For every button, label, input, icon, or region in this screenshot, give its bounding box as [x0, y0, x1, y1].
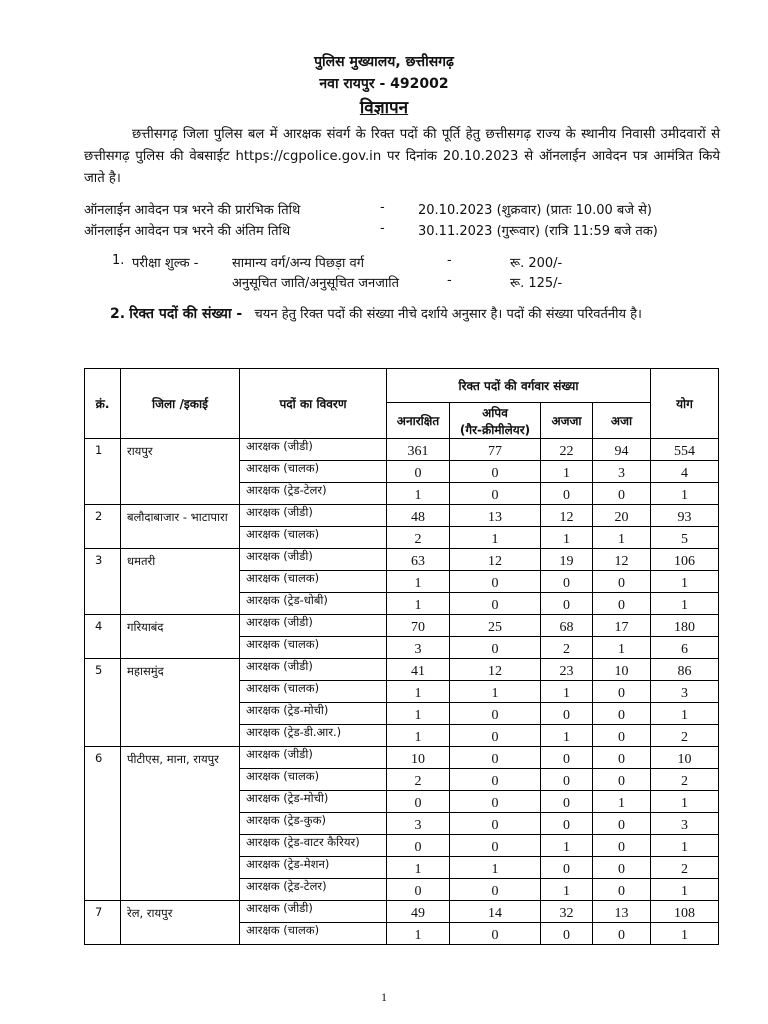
obc-header-line1: अपिव [482, 405, 508, 420]
page-title: विज्ञापन [359, 98, 409, 118]
total-cell: 1 [651, 571, 719, 593]
sc-cell: 0 [593, 769, 651, 791]
st-cell: 0 [541, 857, 593, 879]
total-cell: 180 [651, 615, 719, 637]
post-cell: आरक्षक (जीडी) [240, 549, 387, 571]
vacancy-table-body [85, 439, 719, 945]
post-cell: आरक्षक (जीडी) [240, 901, 387, 923]
unreserved-cell: 1 [387, 703, 450, 725]
obc-cell: 0 [450, 593, 541, 615]
vacancy-table [84, 368, 719, 945]
start-date-value: 20.10.2023 (शुक्रवार) (प्रातः 10.00 बजे से) [418, 203, 652, 218]
unreserved-cell: 70 [387, 615, 450, 637]
post-cell: आरक्षक (चालक) [240, 571, 387, 593]
total-cell: 1 [651, 879, 719, 901]
unreserved-cell: 0 [387, 835, 450, 857]
obc-cell: 0 [450, 461, 541, 483]
st-cell: 1 [541, 681, 593, 703]
st-cell: 0 [541, 791, 593, 813]
intro-paragraph [84, 124, 720, 190]
total-cell: 2 [651, 769, 719, 791]
post-cell: आरक्षक (ट्रेड-टेलर) [240, 879, 387, 901]
st-cell: 1 [541, 461, 593, 483]
fee-category-general: सामान्य वर्ग/अन्य पिछड़ा वर्ग [232, 256, 365, 271]
section2-heading: रिक्त पदों की संख्या - [129, 306, 243, 322]
sc-cell: 20 [593, 505, 651, 527]
obc-cell: 0 [450, 725, 541, 747]
total-cell: 1 [651, 835, 719, 857]
table-row [85, 901, 719, 923]
st-cell: 23 [541, 659, 593, 681]
st-cell: 0 [541, 813, 593, 835]
sc-cell: 3 [593, 461, 651, 483]
st-cell: 0 [541, 593, 593, 615]
serial-number-cell: 4 [85, 615, 121, 659]
obc-cell: 0 [450, 703, 541, 725]
total-cell: 6 [651, 637, 719, 659]
district-cell: बलौदाबाजार - भाटापारा [121, 505, 240, 549]
st-cell: 68 [541, 615, 593, 637]
obc-cell: 1 [450, 527, 541, 549]
serial-number-cell: 7 [85, 901, 121, 945]
post-cell: आरक्षक (चालक) [240, 527, 387, 549]
start-date-label: ऑनलाईन आवेदन पत्र भरने की प्रारंभिक तिथि [84, 203, 301, 218]
obc-cell: 0 [450, 835, 541, 857]
st-cell: 1 [541, 879, 593, 901]
table-row [85, 615, 719, 637]
table-row [85, 505, 719, 527]
sc-cell: 0 [593, 747, 651, 769]
total-cell: 554 [651, 439, 719, 461]
post-cell: आरक्षक (जीडी) [240, 747, 387, 769]
st-cell: 0 [541, 483, 593, 505]
post-cell: आरक्षक (ट्रेड-कुक) [240, 813, 387, 835]
table-row [85, 659, 719, 681]
total-cell: 3 [651, 681, 719, 703]
col-unreserved-header: अनारक्षित [387, 403, 450, 439]
serial-number-cell: 1 [85, 439, 121, 505]
st-cell: 1 [541, 527, 593, 549]
unreserved-cell: 1 [387, 923, 450, 945]
unreserved-cell: 3 [387, 637, 450, 659]
obc-cell: 0 [450, 571, 541, 593]
sc-cell: 1 [593, 527, 651, 549]
obc-cell: 14 [450, 901, 541, 923]
obc-cell: 1 [450, 857, 541, 879]
sc-cell: 0 [593, 857, 651, 879]
post-cell: आरक्षक (ट्रेड-टेलर) [240, 483, 387, 505]
sc-cell: 0 [593, 681, 651, 703]
total-cell: 1 [651, 923, 719, 945]
unreserved-cell: 0 [387, 461, 450, 483]
st-cell: 0 [541, 747, 593, 769]
header-address: नवा रायपुर - 492002 [319, 76, 449, 92]
post-cell: आरक्षक (ट्रेड-वाटर कैरियर) [240, 835, 387, 857]
col-district-header: जिला /इकाई [121, 369, 240, 439]
st-cell: 12 [541, 505, 593, 527]
unreserved-cell: 2 [387, 527, 450, 549]
fee-amount-general: रू. 200/- [510, 256, 563, 271]
unreserved-cell: 1 [387, 571, 450, 593]
total-cell: 3 [651, 813, 719, 835]
fee-dash-general: - [447, 253, 452, 268]
obc-cell: 0 [450, 791, 541, 813]
obc-cell: 13 [450, 505, 541, 527]
serial-number-cell: 5 [85, 659, 121, 747]
post-cell: आरक्षक (चालक) [240, 637, 387, 659]
post-cell: आरक्षक (ट्रेड-धोबी) [240, 593, 387, 615]
unreserved-cell: 10 [387, 747, 450, 769]
total-cell: 1 [651, 483, 719, 505]
section-vacancies [110, 303, 722, 326]
col-total-header: योग [651, 369, 719, 439]
col-post-header: पदों का विवरण [240, 369, 387, 439]
obc-cell: 1 [450, 681, 541, 703]
serial-number-cell: 6 [85, 747, 121, 901]
sc-cell: 0 [593, 835, 651, 857]
unreserved-cell: 3 [387, 813, 450, 835]
total-cell: 1 [651, 593, 719, 615]
total-cell: 86 [651, 659, 719, 681]
serial-number-cell: 2 [85, 505, 121, 549]
district-cell: रेल, रायपुर [121, 901, 240, 945]
district-cell: पीटीएस, माना, रायपुर [121, 747, 240, 901]
total-cell: 106 [651, 549, 719, 571]
unreserved-cell: 1 [387, 483, 450, 505]
unreserved-cell: 41 [387, 659, 450, 681]
sc-cell: 0 [593, 703, 651, 725]
sc-cell: 0 [593, 593, 651, 615]
sc-cell: 94 [593, 439, 651, 461]
obc-cell: 12 [450, 659, 541, 681]
sc-cell: 17 [593, 615, 651, 637]
obc-cell: 0 [450, 637, 541, 659]
sc-cell: 10 [593, 659, 651, 681]
post-cell: आरक्षक (जीडी) [240, 615, 387, 637]
col-obc-header [450, 403, 541, 439]
post-cell: आरक्षक (चालक) [240, 461, 387, 483]
district-cell: धमतरी [121, 549, 240, 615]
fee-category-sc-st: अनुसूचित जाति/अनुसूचित जनजाति [232, 276, 400, 291]
obc-cell: 77 [450, 439, 541, 461]
post-cell: आरक्षक (जीडी) [240, 659, 387, 681]
post-cell: आरक्षक (जीडी) [240, 505, 387, 527]
st-cell: 32 [541, 901, 593, 923]
unreserved-cell: 1 [387, 681, 450, 703]
obc-cell: 25 [450, 615, 541, 637]
sc-cell: 0 [593, 483, 651, 505]
obc-cell: 0 [450, 769, 541, 791]
end-date-value: 30.11.2023 (गुरूवार) (रात्रि 11:59 बजे तक) [418, 224, 658, 239]
obc-cell: 0 [450, 747, 541, 769]
col-st-header: अजजा [541, 403, 593, 439]
end-date-label: ऑनलाईन आवेदन पत्र भरने की अंतिम तिथि [84, 224, 291, 239]
table-row [85, 549, 719, 571]
serial-number-cell: 3 [85, 549, 121, 615]
sc-cell: 1 [593, 637, 651, 659]
sc-cell: 0 [593, 725, 651, 747]
obc-cell: 0 [450, 923, 541, 945]
total-cell: 2 [651, 857, 719, 879]
st-cell: 0 [541, 769, 593, 791]
unreserved-cell: 361 [387, 439, 450, 461]
unreserved-cell: 1 [387, 725, 450, 747]
sc-cell: 13 [593, 901, 651, 923]
post-cell: आरक्षक (चालक) [240, 681, 387, 703]
st-cell: 19 [541, 549, 593, 571]
total-cell: 4 [651, 461, 719, 483]
total-cell: 93 [651, 505, 719, 527]
unreserved-cell: 2 [387, 769, 450, 791]
fee-amount-sc-st: रू. 125/- [510, 276, 563, 291]
total-cell: 108 [651, 901, 719, 923]
total-cell: 5 [651, 527, 719, 549]
fee-number: 1. [112, 253, 125, 268]
section2-text: चयन हेतु रिक्त पदों की संख्या नीचे दर्शाये अनुसार है। पदों की संख्या परिवर्तनीय है। [254, 307, 642, 322]
unreserved-cell: 1 [387, 857, 450, 879]
start-date-dash: - [380, 200, 385, 215]
total-cell: 1 [651, 703, 719, 725]
unreserved-cell: 0 [387, 879, 450, 901]
unreserved-cell: 63 [387, 549, 450, 571]
st-cell: 1 [541, 835, 593, 857]
fee-dash-sc-st: - [447, 273, 452, 288]
end-date-dash: - [380, 221, 385, 236]
st-cell: 1 [541, 725, 593, 747]
table-row [85, 747, 719, 769]
district-cell: महासमुंद [121, 659, 240, 747]
post-cell: आरक्षक (चालक) [240, 923, 387, 945]
st-cell: 0 [541, 703, 593, 725]
sc-cell: 0 [593, 813, 651, 835]
st-cell: 22 [541, 439, 593, 461]
obc-cell: 0 [450, 813, 541, 835]
page-number: 1 [381, 990, 387, 1004]
obc-header-line2: (गैर-क्रीमीलेयर) [459, 422, 531, 437]
district-cell: गरियाबंद [121, 615, 240, 659]
unreserved-cell: 49 [387, 901, 450, 923]
st-cell: 0 [541, 571, 593, 593]
st-cell: 2 [541, 637, 593, 659]
sc-cell: 0 [593, 571, 651, 593]
st-cell: 0 [541, 923, 593, 945]
post-cell: आरक्षक (ट्रेड-डी.आर.) [240, 725, 387, 747]
col-sc-header: अजा [593, 403, 651, 439]
district-cell: रायपुर [121, 439, 240, 505]
post-cell: आरक्षक (ट्रेड-मेशन) [240, 857, 387, 879]
obc-cell: 0 [450, 483, 541, 505]
header-office: पुलिस मुख्यालय, छत्तीसगढ़ [314, 54, 454, 70]
category-group-header: रिक्त पदों की वर्गवार संख्या [387, 369, 651, 403]
post-cell: आरक्षक (चालक) [240, 769, 387, 791]
total-cell: 1 [651, 791, 719, 813]
post-cell: आरक्षक (ट्रेड-मोची) [240, 703, 387, 725]
obc-cell: 0 [450, 879, 541, 901]
obc-cell: 12 [450, 549, 541, 571]
post-cell: आरक्षक (ट्रेड-मोची) [240, 791, 387, 813]
sc-cell: 0 [593, 879, 651, 901]
post-cell: आरक्षक (जीडी) [240, 439, 387, 461]
fee-label: परीक्षा शुल्क - [132, 256, 199, 271]
table-row [85, 439, 719, 461]
unreserved-cell: 0 [387, 791, 450, 813]
intro-text: छत्तीसगढ़ जिला पुलिस बल में आरक्षक संवर्ग के रिक्त पदों की पूर्ति हेतु छत्तीसगढ़ राज्य के स्थानीय निवासी उमीदवारों से छत्तीसगढ़ पुलिस की वेबसाईट https://cgpolice.gov.in पर दिनांक 20.10.2023 से ऑनलाईन आवेदन पत्र आमंत्रित किये जाते है। [84, 127, 720, 186]
sc-cell: 1 [593, 791, 651, 813]
unreserved-cell: 48 [387, 505, 450, 527]
unreserved-cell: 1 [387, 593, 450, 615]
total-cell: 10 [651, 747, 719, 769]
sc-cell: 0 [593, 923, 651, 945]
section2-number: 2. [110, 306, 126, 322]
col-sno-header: क्रं. [85, 369, 121, 439]
sc-cell: 12 [593, 549, 651, 571]
total-cell: 2 [651, 725, 719, 747]
